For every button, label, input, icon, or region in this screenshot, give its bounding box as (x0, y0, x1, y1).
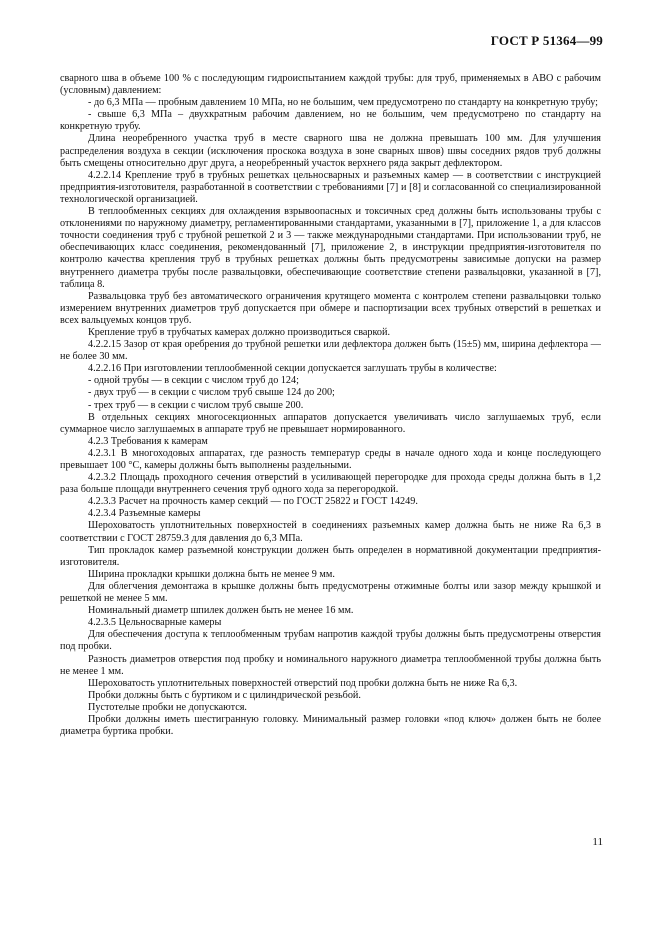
paragraph: Для обеспечения доступа к теплообменным трубам напротив каждой трубы должны быть предусмотрены отверстия под пробки. (60, 629, 601, 653)
paragraph: Длина неоребренного участка труб в месте сварного шва не должна превышать 100 мм. Для улучшения распределения воздуха в секции (исключения проскока воздуха в зоне сварных швов) швы соседних рядов труб должны быть смещены относительно друг друга, а неоребренный участок верхнего ряда закрыт дефлектором. (60, 133, 601, 169)
paragraph: сварного шва в объеме 100 % с последующим гидроиспытанием каждой трубы: для труб, применяемых в АВО с рабочим (условным) давлением: (60, 73, 601, 97)
document-header: ГОСТ Р 51364—99 (490, 33, 603, 48)
paragraph: - одной трубы — в секции с числом труб до 124; (88, 375, 299, 387)
paragraph: - трех труб — в секции с числом труб свыше 200. (88, 399, 304, 411)
paragraph: Пробки должны быть с буртиком и с цилиндрической резьбой. (88, 689, 361, 701)
paragraph: 4.2.2.15 Зазор от края оребрения до трубной решетки или дефлектора должен быть (15±5) мм, ширина дефлектора — не более 30 мм. (60, 339, 601, 363)
paragraph: 4.2.3.1 В многоходовых аппаратах, где разность температур среды в начале одного хода и конце последующего превышает 100 °С, камеры должны быть выполнены раздельными. (60, 447, 601, 471)
paragraph: - двух труб — в секции с числом труб свыше 124 до 200; (88, 387, 335, 399)
paragraph: Для облегчения демонтажа в крышке должны быть предусмотрены отжимные болты или зазор между крышкой и решеткой не менее 5 мм. (60, 580, 601, 605)
paragraph: 4.2.3.3 Расчет на прочность камер секций — по ГОСТ 25822 и ГОСТ 14249. (88, 496, 418, 508)
paragraph: Крепление труб в трубчатых камерах должно производиться сваркой. (88, 326, 391, 338)
paragraph: Шероховатость уплотнительных поверхностей в соединениях разъемных камер должна быть не ниже Ra 6,3 в соответствии с ГОСТ 28759.3 для давления до 6,3 МПа. (60, 520, 601, 544)
paragraph: 4.2.2.14 Крепление труб в трубных решетках цельносварных и разъемных камер — в соответствии с инструкцией предприятия-изготовителя, разработанной в соответствии с требованиями [7] и [8] и согласованной со специализированной технологической организацией. (60, 169, 601, 205)
paragraph: 4.2.3.5 Цельносварные камеры (88, 617, 222, 629)
paragraph: 4.2.2.16 При изготовлении теплообменной секции допускается заглушать трубы в количестве: (88, 363, 497, 375)
paragraph: Ширина прокладки крышки должна быть не менее 9 мм. (88, 568, 335, 580)
document-body (60, 73, 601, 738)
paragraph: 4.2.3.2 Площадь проходного сечения отверстий в усиливающей перегородке для прохода среды должна быть в 1,2 раза больше площади внутреннего сечения труб одного хода за перегородкой. (60, 472, 601, 496)
paragraph: Развальцовка труб без автоматического ограничения крутящего момента с контролем степени развальцовки только измерением внутренних диаметров труб допускается при обмере и паспортизации всех трубных отверстий в решетках и всех вальцуемых концов труб. (60, 290, 601, 326)
paragraph: Разность диаметров отверстия под пробку и номинального наружного диаметра теплообменной трубы должна быть не менее 1 мм. (60, 653, 601, 677)
paragraph: Тип прокладок камер разъемной конструкции должен быть определен в нормативной документации предприятия-изготовителя. (60, 544, 601, 568)
paragraph: Шероховатость уплотнительных поверхностей отверстий под пробки должна быть не ниже Ra 6,3. (88, 677, 518, 689)
paragraph: Пустотелые пробки не допускаются. (88, 701, 247, 713)
paragraph: Пробки должны иметь шестигранную головку. Минимальный размер головки «под ключ» должен быть не более диаметра буртика пробки. (60, 713, 601, 738)
paragraph: Номинальный диаметр шпилек должен быть не менее 16 мм. (88, 605, 354, 617)
paragraph: 4.2.3 Требования к камерам (88, 435, 208, 447)
page-number: 11 (592, 836, 603, 848)
paragraph: В отдельных секциях многосекционных аппаратов допускается увеличивать число заглушаемых труб, если суммарное число заглушаемых в аппарате труб не превышает нормированного. (60, 411, 601, 435)
paragraph: - до 6,3 МПа — пробным давлением 10 МПа, но не большим, чем предусмотрено по стандарту на конкретную трубу; (88, 97, 599, 109)
paragraph: - свыше 6,3 МПа – двухкратным рабочим давлением, но не большим, чем предусмотрено по стандарту на конкретную трубу. (60, 109, 601, 133)
paragraph: 4.2.3.4 Разъемные камеры (88, 508, 201, 520)
paragraph: В теплообменных секциях для охлаждения взрывоопасных и токсичных сред должны быть использованы трубы с отклонениями по наружному диаметру, регламентированными стандартами, указанными в [7], приложение 1, а для классов точности соединения труб с трубной решеткой 2 и 3 — также международными стандартами. При использовании труб, не обеспечивающих класс соединения, рекомендованный [7], приложение 2, в инструкции предприятия-изготовителя по контролю качества крепления труб в трубных решетках должны быть предусмотрены зависимые допуски на размер внутреннего диаметра трубы после развальцовки, обеспечивающие соответствие степени развальцовки, указанной в [7], таблица 8. (60, 206, 601, 290)
